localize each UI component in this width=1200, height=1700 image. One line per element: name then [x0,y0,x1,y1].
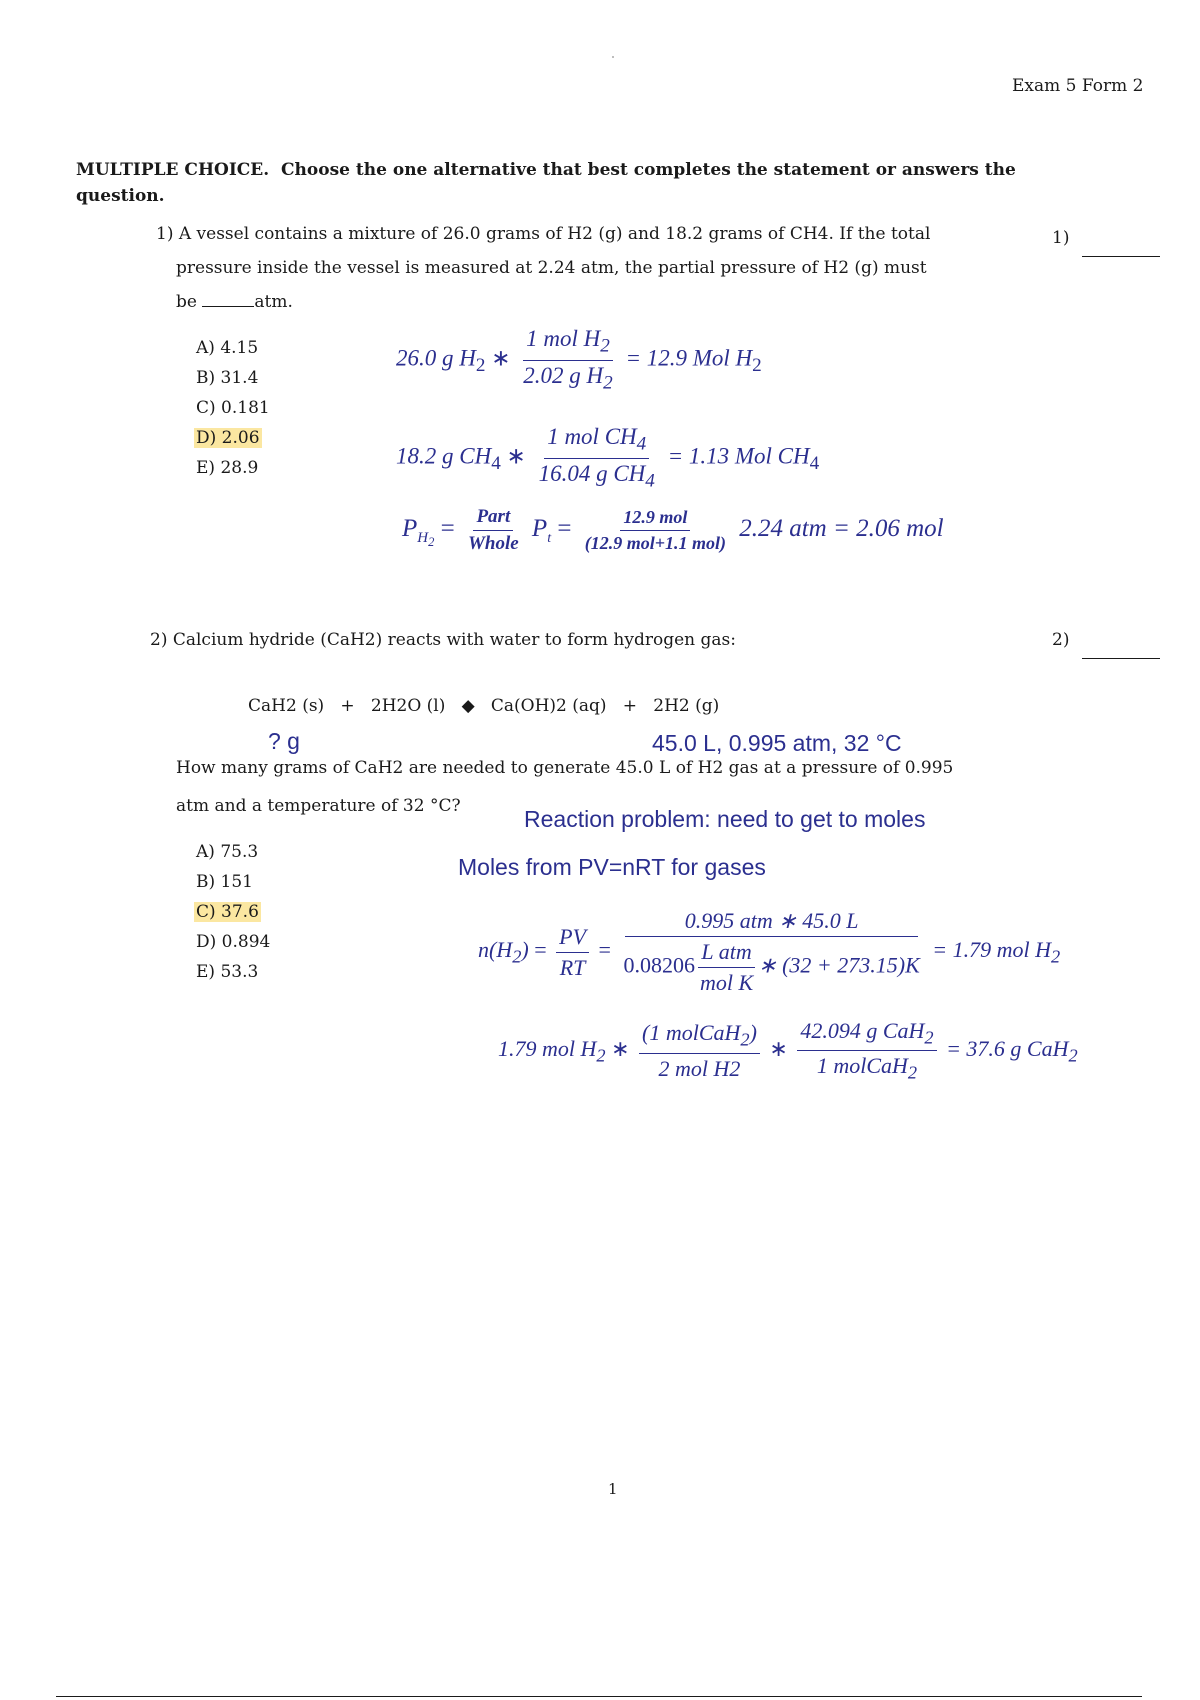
instructions [76,160,1016,180]
q2-text-line3: atm and a temperature of 32 °C? [176,796,461,816]
bottom-rule [56,1696,1142,1697]
q1-answer-line[interactable] [1082,256,1160,257]
reaction-arrow-icon: ◆ [461,696,475,716]
q1-work-eq1: 26.0 g $H_2$ ∗ $\frac{1 mol H_2}{2.02 g H_2}$ = 12.9 Mol $H_2$ [396,326,762,394]
q1-text-line2: pressure inside the vessel is measured at 2.24 atm, the partial pressure of H2 (g) must [176,258,927,278]
instructions-label: MULTIPLE CHOICE. [76,160,270,180]
q2-text-line2: How many grams of CaH2 are needed to generate 45.0 L of H2 gas at a pressure of 0.995 [176,758,954,778]
q2-note-pvnrt: Moles from PV=nRT for gases [458,854,766,880]
q1-text-line1: 1) A vessel contains a mixture of 26.0 grams of H2 (g) and 18.2 grams of CH4. If the total [156,224,931,244]
q1-option-a[interactable]: A) 4.15 [196,338,259,358]
q2-option-a[interactable]: A) 75.3 [196,842,259,862]
exam-title: Exam 5 Form 2 [1012,76,1144,96]
q2-annot-conditions: 45.0 L, 0.995 atm, 32 °C [652,730,902,756]
q2-option-e[interactable]: E) 53.3 [196,962,259,982]
q2-option-b[interactable]: B) 151 [196,872,253,892]
q1-inline-blank [202,292,254,307]
q1-text-line3: be atm. [176,292,293,312]
q1-answer-number: 1) [1052,228,1070,248]
q1-option-d-selected[interactable]: D) 2.06 [196,428,260,448]
q1-option-c[interactable]: C) 0.181 [196,398,270,418]
q1-work-eq3: $P_{H_2}$ = $\frac{\text{Part}}{\text{Whole}}$ $P_t$ = $\frac{\text{12.9 mol}}{\text{(12.9 mol+1.1 mol)}}$ 2.24 atm = 2.06 mol [402,506,944,554]
page-number: 1 [608,1480,618,1498]
q2-note-reaction: Reaction problem: need to get to moles [524,806,926,832]
q2-reaction: CaH2 (s) + 2H2O (l) ◆ Ca(OH)2 (aq) + 2H2 (g) [248,696,720,716]
q2-answer-line[interactable] [1082,658,1160,659]
q1-work-eq2: 18.2 g $CH_4$ ∗ $\frac{1 mol CH_4}{16.04 g CH_4}$ = 1.13 Mol $CH_4$ [396,424,820,492]
instructions-text: Choose the one alternative that best completes the statement or answers the [281,160,1016,180]
q2-annot-grams: ? g [268,728,300,754]
instructions-text-line2: question. [76,186,165,206]
q2-work-eq2: 1.79 mol $H_2$ ∗ $\frac{(1 molCaH_2)}{\text{2 mol H2}}$ ∗ $\frac{42.094 g CaH_2}{1 molCaH_2}$ = 37.6 g CaH$_2$ [498,1018,1078,1083]
q2-option-c-selected[interactable]: C) 37.6 [196,902,259,922]
q2-work-eq1: $n(H_2)$ = $\frac{PV}{RT}$ = 0.995 atm ∗ 45.0 L 0.08206 $\frac{\text{L atm}}{\text{mol K}}$ ∗ (32 + 273.15)K = 1.79 mol $H_2$ [478,908,1061,995]
q2-answer-number: 2) [1052,630,1070,650]
q2-option-d[interactable]: D) 0.894 [196,932,271,952]
q1-option-e[interactable]: E) 28.9 [196,458,259,478]
q2-text-line1: 2) Calcium hydride (CaH2) reacts with water to form hydrogen gas: [150,630,736,650]
q1-option-b[interactable]: B) 31.4 [196,368,259,388]
